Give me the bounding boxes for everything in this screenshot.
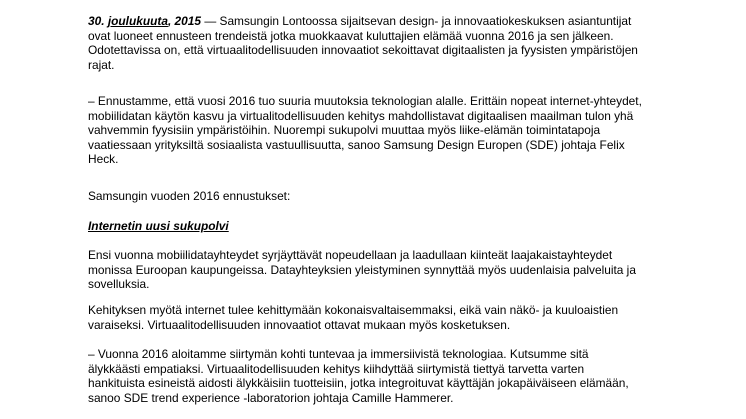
quote1-line: vahvemmin fyysisiin ympäristöihin. Nuorempi sukupolvi muuttaa myös liike-elämän toimintatapoja	[88, 123, 601, 138]
intro-line-1: ovat luoneet ennusteen trendeistä jotka muokkaavat kuluttajien elämää vuonna 2016 ja sen jälkeen.	[88, 28, 614, 43]
para2-line: varaiseksi. Virtuaalitodellisuuden innovaatiot ottavat mukaan myös kosketuksen.	[88, 317, 511, 332]
release-date	[88, 14, 201, 28]
intro-line-3: rajat.	[88, 57, 115, 72]
quote2-line: hankituista esineistä aidosti älykkäisiin tuotteisiin, jotka integroituvat käyttäjän jokapäiväiseen elämään,	[88, 376, 629, 391]
quote1-line: mobiilidatan käytön kasvu ja virtualitodellisuuden kehitys mahdollistavat digitaalisen maailman tulon yhä	[88, 108, 634, 123]
section-heading-text: Internetin uusi sukupolvi	[88, 219, 229, 233]
intro-paragraph	[88, 14, 688, 72]
intro-line-0: — Samsungin Lontoossa sijaitsevan design- ja innovaatiokeskuksen asiantuntijat	[201, 14, 632, 28]
para1-line: sovelluksia.	[88, 277, 150, 292]
quote1-line: vaatiessaan yrityksiltä sosiaalista vastuullisuutta, sanoo Samsung Design Europen (SDE) johtaja Felix	[88, 137, 625, 152]
date-year: , 2015	[167, 14, 202, 28]
date-day: 30.	[88, 14, 105, 28]
para1-line: Ensi vuonna mobiilidatayhteydet syrjäyttävät nopeudellaan ja laadullaan kiinteät laajakaistayhteydet	[88, 248, 613, 262]
para2-line: Kehityksen myötä internet tulee kehittymään kokonaisvaltaisemmaksi, eikä vain näkö- ja kuuloaistien	[88, 303, 619, 317]
predictions-intro-text: Samsungin vuoden 2016 ennustukset:	[88, 189, 291, 203]
paragraph-internet-development	[88, 303, 688, 332]
quote2-line: älykkäästi empatiaksi. Virtuaalitodellisuuden kehitys kiihdyttää siirtymistä tiettyä tarvetta varten	[88, 361, 585, 376]
quote-paragraph-felix-heck	[88, 94, 688, 167]
paragraph-mobile-data	[88, 248, 688, 292]
intro-line-2: Odotettavissa on, että virtuaalitodellisuuden innovaatiot sekoittavat digitaalisten ja fyysisten ympäristöjen	[88, 43, 638, 58]
quote2-line: – Vuonna 2016 aloitamme siirtymän kohti tuntevaa ja immersiivistä teknologiaa. Kutsumme sitä	[88, 347, 589, 361]
quote-paragraph-camille-hammerer	[88, 347, 688, 405]
intro-first-line	[88, 14, 688, 29]
quote1-line: – Ennustamme, että vuosi 2016 tuo suuria muutoksia teknologian alalle. Erittäin nopeat internet-yhteydet,	[88, 94, 642, 108]
para1-line: monissa Euroopan kaupungeissa. Datayhteyksien yleistyminen synnyttää myös uudenlaisia palveluita ja	[88, 262, 636, 277]
section-heading	[88, 219, 688, 234]
date-month: joulukuuta	[107, 14, 168, 28]
predictions-intro	[88, 189, 688, 204]
quote1-line: Heck.	[88, 152, 119, 167]
quote2-line: sanoo SDE trend experience -laboratorion johtaja Camille Hammerer.	[88, 390, 454, 405]
